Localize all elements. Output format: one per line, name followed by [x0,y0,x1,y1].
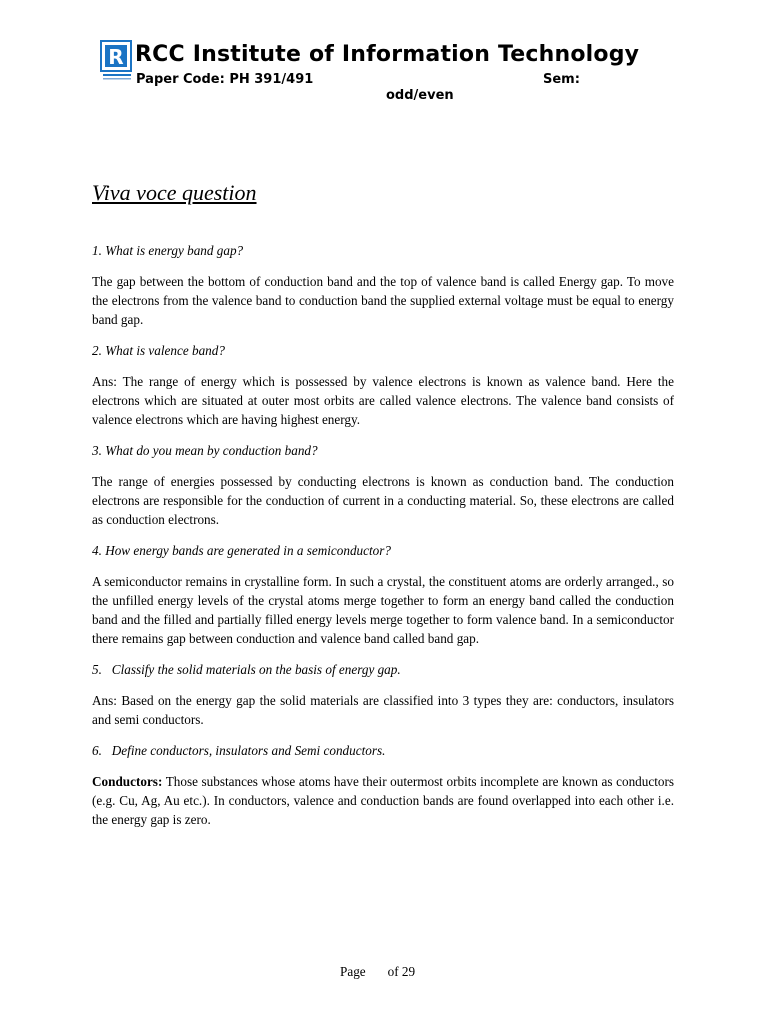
question-5: 5. Classify the solid materials on the basis of energy gap. [92,662,401,677]
page-footer [340,964,415,980]
page-total: of 29 [387,964,416,979]
answer-1: The gap between the bottom of conduction band and the top of valence band is called Energy gap. To move the electrons from the valence band to conduction band the supplied external voltage must be equal to energy band gap. [92,274,674,327]
question-3: 3. What do you mean by conduction band? [92,443,318,458]
answer-4: A semiconductor remains in crystalline form. In such a crystal, the constituent atoms are orderly arranged., so the unfilled energy levels of the crystal atoms merge together to form an energy band called the conduction band and the filled and partially filled energy levels merge together to form valence band. In a semiconductor there remains gap between conduction and valence band called band gap. [92,574,674,646]
document-body [92,178,674,842]
institute-title: RCC Institute of Information Technology [135,42,640,67]
logo-letter: R [108,45,124,69]
question-4: 4. How energy bands are generated in a semiconductor? [92,543,391,558]
institute-logo [100,40,134,82]
question-2: 2. What is valence band? [92,343,225,358]
paper-code: Paper Code: PH 391/491 [136,72,314,87]
answer-6-text: Those substances whose atoms have their outermost orbits incomplete are known as conductors (e.g. Cu, Ag, Au etc.). In conductors, valence and conduction bands are found overlapped into each other i.e. the energy gap is zero. [92,774,674,827]
section-title: Viva voce question [92,180,257,205]
question-6: 6. Define conductors, insulators and Semi conductors. [92,743,386,758]
question-1: 1. What is energy band gap? [92,243,244,258]
answer-5: Ans: Based on the energy gap the solid materials are classified into 3 types they are: conductors, insulators and semi conductors. [92,693,674,727]
sem-label: Sem: [543,72,580,87]
answer-3: The range of energies possessed by conducting electrons is known as conduction band. The conduction electrons are responsible for the conduction of current in a conducting material. So, these electrons are called as conduction electrons. [92,474,674,527]
answer-2: Ans: The range of energy which is possessed by valence electrons is known as valence band. Here the electrons which are situated at outer most orbits are called valence electrons. The valence band consists of valence electrons which are having highest energy. [92,374,674,427]
sem-value: odd/even [386,88,454,103]
page-header [0,0,768,110]
page-label: Page [340,964,366,979]
answer-6 [92,772,674,829]
answer-6-term: Conductors: [92,774,163,789]
